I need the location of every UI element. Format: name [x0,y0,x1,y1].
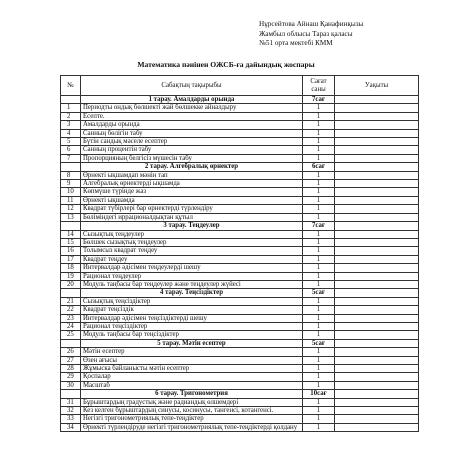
section-hours: 5сағ [303,289,335,297]
cell-hours: 1 [303,356,335,364]
cell-topic: Санның процентін табу [81,146,303,154]
cell-hours: 1 [303,272,335,280]
cell-number: 6 [61,146,81,154]
cell-time [335,213,419,221]
cell-time [335,255,419,263]
table-row [61,129,419,137]
table-body [61,96,419,432]
cell-number: 19 [61,272,81,280]
table-row [61,365,419,373]
cell-time [335,129,419,137]
cell-number: 17 [61,255,81,263]
cell-topic: Бұрыштардың градустық және радиандық өлшемдері [81,398,303,406]
section-row [61,339,419,347]
cell-topic: Толымсыз квадрат теңдеу [81,247,303,255]
cell-number: 21 [61,297,81,305]
table-row [61,247,419,255]
cell-time [335,280,419,288]
cell-number: 9 [61,180,81,188]
table-row [61,407,419,415]
cell-number [61,163,81,171]
cell-topic: Есепте. [81,112,303,120]
table-row [61,423,419,431]
cell-topic: Модуль таңбасы бар теңдеулер және теңдеулер жүйесі [81,280,303,288]
cell-hours: 1 [303,112,335,120]
cell-hours: 1 [303,423,335,431]
table-row [61,348,419,356]
table-row [61,322,419,330]
cell-number: 4 [61,129,81,137]
cell-hours: 1 [303,230,335,238]
table-row [61,331,419,339]
cell-time [335,138,419,146]
header-hours: Сағат саны [303,76,335,96]
cell-number: 1 [61,104,81,112]
cell-topic: Бөлшек сызықтық теңдеулер [81,238,303,246]
cell-hours: 1 [303,154,335,162]
table-row [61,381,419,389]
section-title: 2 тарау. Алгебралық өрнектер [81,163,303,171]
cell-hours: 1 [303,314,335,322]
cell-number: 24 [61,322,81,330]
cell-number: 15 [61,238,81,246]
cell-topic: Көпмүше түрінде жаз [81,188,303,196]
section-row [61,222,419,230]
table-row [61,272,419,280]
author-block [259,20,363,49]
section-hours: 5сағ [303,339,335,347]
section-row [61,163,419,171]
cell-number: 5 [61,138,81,146]
cell-topic: Сызықтық теңсіздіктер [81,297,303,305]
cell-hours: 1 [303,415,335,423]
cell-time [335,297,419,305]
cell-time [335,171,419,179]
section-hours: 7сағ [303,96,335,104]
cell-time [335,407,419,415]
cell-number: 2 [61,112,81,120]
table-row [61,213,419,221]
table-header-row [61,76,419,96]
table-row [61,171,419,179]
table-row [61,104,419,112]
cell-time [335,423,419,431]
cell-hours: 1 [303,129,335,137]
table-row [61,264,419,272]
cell-time [335,322,419,330]
cell-time [335,104,419,112]
cell-time [335,339,419,347]
cell-time [335,306,419,314]
cell-time [335,390,419,398]
table-row [61,238,419,246]
cell-topic: Сызықтық теңдеулер [81,230,303,238]
cell-number: 20 [61,280,81,288]
cell-number [61,339,81,347]
table-row [61,314,419,322]
table-row [61,154,419,162]
table-row [61,230,419,238]
document-title: Математика пәнінен ОЖСБ-ға дайындық жоспары [137,60,315,69]
cell-topic: Өрнекті ықшамда [81,196,303,204]
cell-number: 29 [61,373,81,381]
author-school: №51 орта мектебі КММ [259,39,333,47]
section-title: 1 тарау. Амалдарды орында [81,96,303,104]
cell-topic: Қоспалар [81,373,303,381]
cell-hours: 1 [303,407,335,415]
cell-time [335,272,419,280]
table-row [61,121,419,129]
cell-number [61,390,81,398]
cell-number [61,222,81,230]
table-row [61,112,419,120]
cell-topic: Пропорцияның белгісіз мүшесін табу [81,154,303,162]
section-title: 4 тарау. Теңсіздіктер [81,289,303,297]
cell-time [335,163,419,171]
cell-number: 16 [61,247,81,255]
cell-time [335,398,419,406]
cell-topic: Квадрат түбірлері бар өрнектерді түрлендіру [81,205,303,213]
table-row [61,205,419,213]
cell-hours: 1 [303,188,335,196]
cell-topic: Интервалдар әдісімен теңсіздіктерді шешу [81,314,303,322]
table-row [61,146,419,154]
table-row [61,306,419,314]
cell-time [335,121,419,129]
cell-number: 26 [61,348,81,356]
table-row [61,180,419,188]
cell-topic: Периодты ондық бөлшекті жай бөлшекке айналдыру [81,104,303,112]
cell-time [335,222,419,230]
cell-number: 30 [61,381,81,389]
cell-time [335,180,419,188]
cell-hours: 1 [303,213,335,221]
cell-number: 7 [61,154,81,162]
table-row [61,280,419,288]
cell-hours: 1 [303,104,335,112]
cell-topic: Кез келген бұрыштардың синусы, косинусы, тангенсі, котангенсі. [81,407,303,415]
cell-hours: 1 [303,247,335,255]
cell-number: 27 [61,356,81,364]
cell-number: 32 [61,407,81,415]
cell-topic: Негізгі тригонометриялық тепе-теңдіктер [81,415,303,423]
cell-topic: Жұмыска байланысты мәтін есептер [81,365,303,373]
cell-time [335,289,419,297]
section-row [61,96,419,104]
cell-hours: 1 [303,121,335,129]
cell-hours: 1 [303,398,335,406]
cell-number [61,289,81,297]
cell-topic: Квадрат теңсіздік [81,306,303,314]
table-row [61,415,419,423]
cell-hours: 1 [303,146,335,154]
table-row [61,297,419,305]
cell-number: 31 [61,398,81,406]
cell-time [335,373,419,381]
cell-hours: 1 [303,264,335,272]
author-name: Нұрсейтова Айнаш Қанафинқызы [259,20,364,28]
cell-topic: Модуль таңбасы бар теңсіздіктер [81,331,303,339]
cell-time [335,112,419,120]
cell-hours: 1 [303,306,335,314]
section-row [61,289,419,297]
cell-hours: 1 [303,365,335,373]
cell-time [335,356,419,364]
cell-topic: Бүтін сандық мәселе есептер [81,138,303,146]
cell-topic: Интервалдар әдісімен теңдеулерді шешу [81,264,303,272]
cell-hours: 1 [303,331,335,339]
cell-number: 13 [61,213,81,221]
cell-hours: 1 [303,255,335,263]
table-row [61,398,419,406]
cell-time [335,146,419,154]
table-row [61,356,419,364]
cell-number: 10 [61,188,81,196]
section-title: 3 тарау. Теңдеулер [81,222,303,230]
header-time: Уақыты [335,76,419,96]
cell-time [335,264,419,272]
cell-topic: Амалдарды орында [81,121,303,129]
cell-number: 3 [61,121,81,129]
cell-hours: 1 [303,205,335,213]
cell-number: 23 [61,314,81,322]
cell-topic: Рационал теңсіздіктер [81,322,303,330]
cell-number: 11 [61,196,81,204]
table-row [61,373,419,381]
cell-time [335,415,419,423]
cell-time [335,238,419,246]
plan-table [60,75,419,432]
cell-time [335,96,419,104]
cell-number: 18 [61,264,81,272]
cell-hours: 1 [303,322,335,330]
cell-time [335,348,419,356]
cell-number: 33 [61,415,81,423]
section-title: 5 тарау. Мәтін есептер [81,339,303,347]
cell-number [61,96,81,104]
cell-hours: 1 [303,373,335,381]
cell-number: 12 [61,205,81,213]
header-topic: Сабақтың тақырыбы [81,76,303,96]
cell-number: 8 [61,171,81,179]
table-row [61,196,419,204]
header-number: № [61,76,81,96]
table-row [61,188,419,196]
cell-topic: Өрнекті түрлендіруде негізгі тригонометриялық тепе-теңдіктерді қолдану [81,423,303,431]
cell-hours: 1 [303,180,335,188]
cell-number: 14 [61,230,81,238]
cell-hours: 1 [303,348,335,356]
cell-time [335,205,419,213]
cell-time [335,154,419,162]
cell-hours: 1 [303,280,335,288]
cell-topic: Рационал теңдеулер [81,272,303,280]
table-row [61,255,419,263]
cell-topic: Бөліміндегі иррационалдықтан құтыл [81,213,303,221]
cell-hours: 1 [303,381,335,389]
cell-time [335,365,419,373]
section-hours: 7сағ [303,222,335,230]
cell-time [335,188,419,196]
table-row [61,138,419,146]
cell-time [335,247,419,255]
cell-number: 34 [61,423,81,431]
section-row [61,390,419,398]
section-title: 6 тарау. Тригонометрия [81,390,303,398]
cell-hours: 1 [303,196,335,204]
section-hours: 10сағ [303,390,335,398]
cell-topic: Мәтін есептер [81,348,303,356]
cell-time [335,314,419,322]
author-region: Жамбыл облысы Тараз қаласы [259,29,353,38]
cell-hours: 1 [303,297,335,305]
cell-topic: Масштаб [81,381,303,389]
cell-number: 25 [61,331,81,339]
cell-topic: Квадрат теңдеу [81,255,303,263]
cell-time [335,196,419,204]
cell-time [335,331,419,339]
cell-hours: 1 [303,138,335,146]
cell-topic: Санның бөлігін табу [81,129,303,137]
cell-time [335,381,419,389]
section-hours: 6сағ [303,163,335,171]
cell-number: 28 [61,365,81,373]
cell-time [335,230,419,238]
cell-topic: Өрнекті ықшамдап мәнін тап [81,171,303,179]
cell-topic: Алгебралық өрнектерді ықшамда [81,180,303,188]
cell-hours: 1 [303,171,335,179]
cell-number: 22 [61,306,81,314]
cell-hours: 1 [303,238,335,246]
cell-topic: Өзен ағысы [81,356,303,364]
